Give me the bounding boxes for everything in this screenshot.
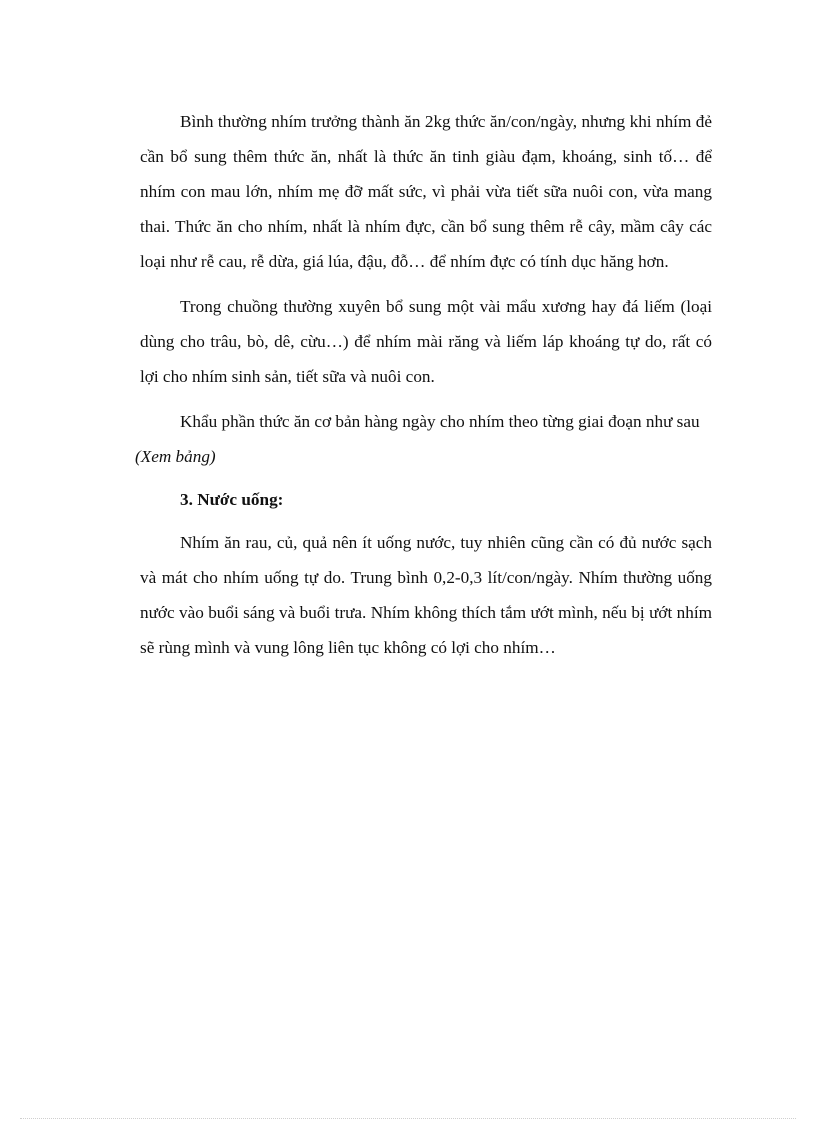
paragraph-water: Nhím ăn rau, củ, quả nên ít uống nước, tuy nhiên cũng cần có đủ nước sạch và mát cho nhím uống tự do. Trung bình 0,2-0,3 lít/con/ngày. Nhím thường uống nước vào buổi sáng và buổi trưa. Nhím không thích tắm ướt mình, nếu bị ướt nhím sẽ rùng mình và vung lông liên tục không có lợi cho nhím…: [140, 533, 712, 657]
page-bottom-rule: [20, 1118, 796, 1119]
table-reference-note: (Xem bảng): [135, 447, 216, 466]
paragraph-mineral-supplement: Trong chuồng thường xuyên bổ sung một vài mẩu xương hay đá liếm (loại dùng cho trâu, bò, dê, cừu…) để nhím mài răng và liếm láp khoáng tự do, rất có lợi cho nhím sinh sản, tiết sữa và nuôi con.: [140, 297, 712, 386]
page-content: [135, 104, 712, 675]
paragraph-daily-ration: Khẩu phần thức ăn cơ bản hàng ngày cho nhím theo từng giai đoạn như sau: [180, 412, 700, 431]
section-heading-water: 3. Nước uống:: [180, 490, 284, 509]
paragraph-feeding-amount: Bình thường nhím trưởng thành ăn 2kg thức ăn/con/ngày, nhưng khi nhím đẻ cần bổ sung thêm thức ăn, nhất là thức ăn tinh giàu đạm, khoáng, sinh tố… để nhím con mau lớn, nhím mẹ đỡ mất sức, vì phải vừa tiết sữa nuôi con, vừa mang thai. Thức ăn cho nhím, nhất là nhím đực, cần bổ sung thêm rễ cây, mầm cây các loại như rễ cau, rễ dừa, giá lúa, đậu, đỗ… để nhím đực có tính dục hăng hơn.: [140, 112, 712, 271]
